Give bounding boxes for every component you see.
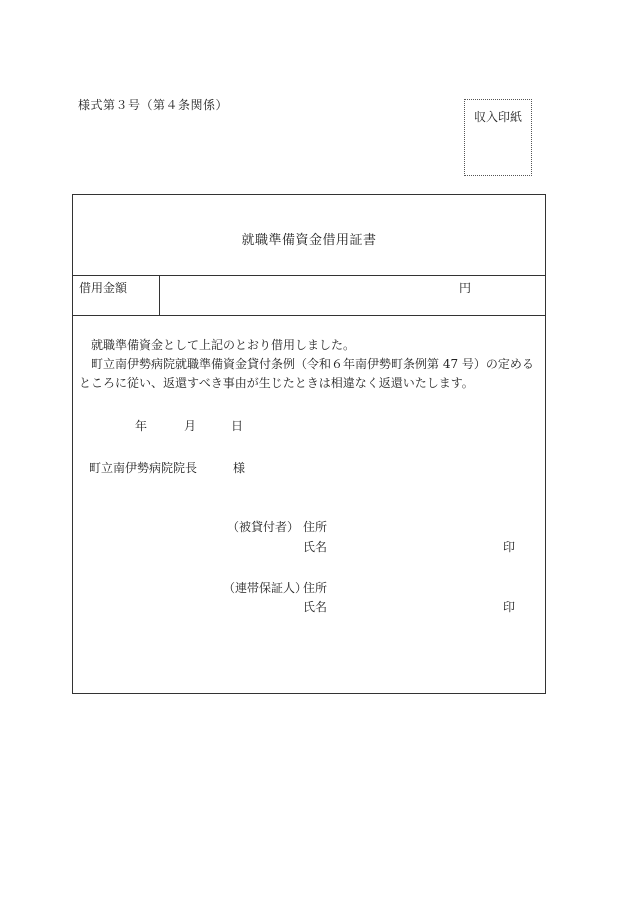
form-number: 様式第３号（第４条関係） — [78, 98, 229, 112]
amount-divider — [159, 276, 160, 315]
body-paragraph-1: 就職準備資金として上記のとおり借用しました。 — [91, 338, 356, 352]
guarantor-seal-label: 印 — [503, 600, 516, 614]
amount-row — [73, 276, 545, 316]
borrower-role-label: （被貸付者） — [227, 520, 300, 534]
date-year-label: 年 — [135, 419, 148, 433]
revenue-stamp-label: 収入印紙 — [474, 110, 523, 124]
body-text — [79, 336, 545, 393]
addressee-honorific: 様 — [233, 461, 246, 475]
borrower-seal-label: 印 — [503, 540, 516, 554]
borrower-address-label: 住所 — [303, 520, 328, 534]
date-month-label: 月 — [184, 419, 197, 433]
addressee: 町立南伊勢病院院長 — [89, 461, 198, 475]
amount-label: 借用金額 — [79, 281, 128, 295]
date-day-label: 日 — [231, 419, 244, 433]
revenue-stamp-box — [464, 99, 532, 176]
title-row — [73, 195, 545, 276]
borrower-name-label: 氏名 — [303, 540, 328, 554]
amount-unit: 円 — [459, 281, 472, 295]
guarantor-address-label: 住所 — [303, 581, 328, 595]
guarantor-role-label: （連帯保証人） — [223, 581, 308, 595]
certificate-frame — [72, 194, 546, 694]
body-paragraph-2: 町立南伊勢病院就職準備資金貸付条例（令和６年南伊勢町条例第 47 号）の定めるところに従い、返還すべき事由が生じたときは相違なく返還いたします。 — [79, 357, 534, 390]
document-title: 就職準備資金借用証書 — [241, 233, 377, 248]
amount-value-field[interactable] — [169, 279, 449, 297]
guarantor-name-label: 氏名 — [303, 600, 328, 614]
